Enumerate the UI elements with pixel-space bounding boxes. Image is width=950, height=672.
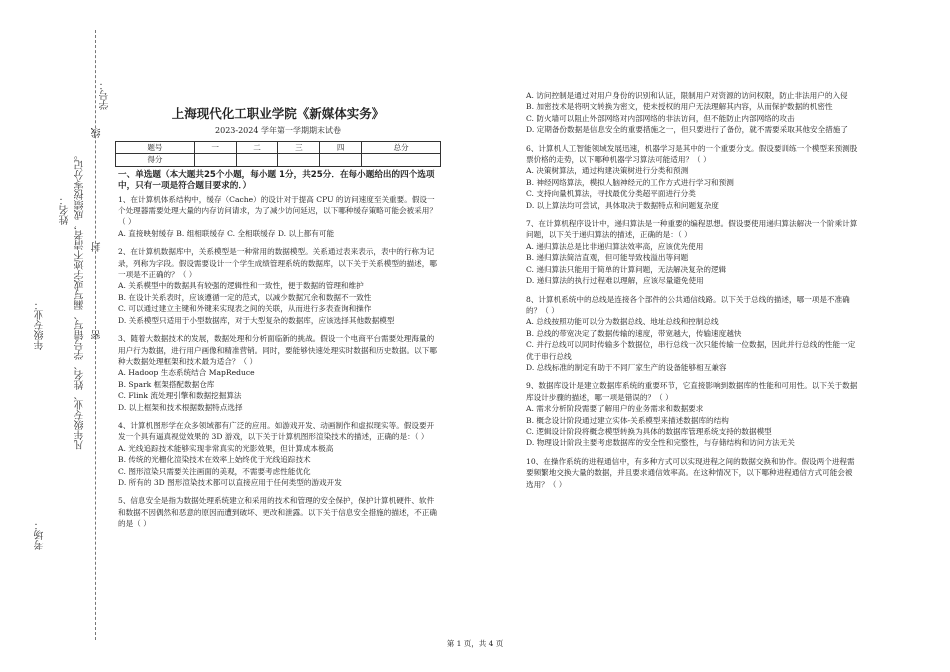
question (526, 380, 858, 448)
answer-option: C. 并行总线可以同时传输多个数据位，串行总线一次只能传输一位数据，因此并行总线的性能一定优于串行总线 (526, 340, 856, 361)
question (118, 420, 438, 488)
answer-option: B. 概念设计阶段通过建立实体-关系模型来描述数据库的结构 (526, 415, 729, 425)
binding-margin (0, 0, 112, 672)
student-id-label: 学号： (100, 80, 111, 110)
exam-title: 上海现代化工职业学院《新媒体实务》 (171, 106, 385, 121)
answer-option: B. 加密技术是将明文转换为密文，使未授权的用户无法理解其内容，从而保护数据的机密性 (526, 102, 833, 112)
answer-option: A. 递归算法总是比非递归算法效率高，应该优先使用 (526, 241, 704, 251)
question (526, 90, 858, 136)
grade-major-label: 年级专业： (35, 300, 46, 350)
answer-option: D. 以上框架和技术根据数据特点选择 (118, 402, 243, 412)
score-cell (362, 154, 441, 166)
binding-notice: 凡年级专业、姓名、学号错写、漏写或字迹不清者，成绩按零分记。 (75, 150, 86, 450)
score-table (115, 141, 441, 167)
score-table-header-row (116, 141, 441, 153)
answer-option: D. 物理设计阶段主要考虑数据库的安全性和完整性，与存储结构和访问方法无关 (526, 438, 795, 448)
question-stem: 6、计算机人工智能领域发展迅速，机器学习是其中的一个重要分支。假设要训练一个模型来预测股票价格的走势，以下哪种机器学习算法可能适用？（ ） (526, 143, 858, 165)
score-cell (278, 154, 320, 166)
exam-subtitle: 2023-2024 学年第一学期期末试卷 (215, 126, 341, 136)
question-stem: 2、在计算机数据库中，关系模型是一种常用的数据模型。关系通过表来表示，表中的行称为记录，列称为字段。假设需要设计一个学生成绩管理系统的数据库，以下关于关系模型的描述，哪一项是不正确的？（ ） (118, 247, 437, 280)
question-stem: 3、随着大数据技术的发展，数据处理和分析面临新的挑战。假设一个电商平台需要处理海量的用户行为数据，进行用户画像和精准营销。同时，要能够快速处理实时数据和历史数据。以下哪种大数据处理框架和技术最为适合？（ ） (118, 334, 437, 366)
answer-option: A. 决策树算法，通过构建决策树进行分类和预测 (526, 166, 689, 176)
question-stem: 10、在操作系统的进程通信中，有多种方式可以实现进程之间的数据交换和协作。假设两个进程需要频繁地交换大量的数据，并且要求通信效率高。在这种情况下，以下哪种进程通信方式可能会被选用？（ ） (526, 456, 855, 489)
answer-option: A. 访问控制是通过对用户身份的识别和认证，限制用户对资源的访问权限，防止非法用户的入侵 (526, 91, 848, 100)
question (118, 333, 438, 413)
question (526, 456, 858, 490)
question (118, 194, 438, 240)
question-list (526, 90, 858, 490)
section-heading: 一、单选题（本大题共25个小题，每小题 1分，共25分．在每小题给出的四个选项中，只有一项是符合题目要求的．） (118, 169, 435, 191)
answer-option: D. 所有的 3D 图形渲染技术都可以直接应用于任何类型的游戏开发 (118, 477, 342, 487)
answer-option: D. 递归算法的执行过程难以理解，应该尽量避免使用 (526, 276, 704, 286)
score-cell: 一 (194, 141, 236, 153)
score-table-score-row (116, 154, 441, 166)
answer-option: D. 以上算法均可尝试，具体取决于数据特点和问题复杂度 (526, 200, 719, 210)
score-cell (194, 154, 236, 166)
answer-option: C. Flink 流处理引擎和数据挖掘算法 (118, 391, 242, 401)
answer-option: C. 可以通过建立主键和外键来实现表之间的关联，从而进行多表查询和操作 (118, 304, 372, 314)
answer-option: C. 支持向量机算法，寻找最优分类超平面进行分类 (526, 189, 696, 199)
score-cell: 三 (278, 141, 320, 153)
answer-option: A. Hadoop 生态系统结合 MapReduce (118, 368, 255, 378)
answer-option: B. 递归算法简洁直观，但可能导致栈溢出等问题 (526, 253, 689, 263)
answer-option: B. 传统的光栅化渲染技术在效率上始终优于光线追踪技术 (118, 455, 311, 465)
question (526, 143, 858, 211)
question-stem: 4、计算机图形学在众多领域都有广泛的应用。如游戏开发、动画制作和虚拟现实等。假设要开发一个具有逼真视觉效果的 3D 游戏，以下关于计算机图形渲染技术的描述，正确的是：（ ） (118, 420, 435, 442)
score-cell: 二 (236, 141, 278, 153)
answer-option: A. 关系模型中的数据具有较强的逻辑性和一致性，便于数据的管理和维护 (118, 281, 364, 291)
answer-option: A. 直接映射缓存 B. 组相联缓存 C. 全相联缓存 D. 以上都有可能 (118, 228, 335, 238)
answer-option: D. 总线标准的制定有助于不同厂家生产的设备能够相互兼容 (526, 362, 727, 372)
answer-option: C. 图形渲染只需要关注画面的美观，不需要考虑性能优化 (118, 466, 311, 476)
seal-xian: 线 (92, 128, 103, 138)
question (526, 294, 858, 374)
answer-option: D. 定期备份数据是信息安全的重要措施之一，但只要进行了备份，就不需要采取其他安全措施了 (526, 125, 848, 135)
seal-mi: 密 (92, 330, 103, 340)
question-stem: 9、数据库设计是建立数据库系统的重要环节，它直接影响到数据库的性能和可用性。以下关于数据库设计步骤的描述，哪一项是错误的？（ ） (526, 381, 858, 402)
exam-room-label: 考场： (35, 520, 46, 550)
score-cell (320, 154, 362, 166)
answer-option: D. 关系模型只适用于小型数据库，对于大型复杂的数据库，应该选择其他数据模型 (118, 315, 395, 325)
page-footer: 第 1 页，共 4 页 (446, 639, 504, 648)
question-stem: 8、计算机系统中的总线是连接各个部件的公共通信线路。以下关于总线的描述，哪一项是不准确的？（ ） (526, 294, 850, 315)
question-stem: 7、在计算机程序设计中，递归算法是一种重要的编程思想。假设要使用递归算法解决一个阶乘计算问题，以下关于递归算法的描述，正确的是：（ ） (526, 219, 858, 240)
score-cell (236, 154, 278, 166)
name-label: 姓名： (60, 195, 71, 225)
score-cell: 总分 (362, 141, 441, 153)
question (118, 495, 438, 529)
answer-option: A. 需求分析阶段需要了解用户的业务需求和数据要求 (526, 404, 704, 414)
right-column (526, 90, 858, 497)
answer-option: B. 总线的带宽决定了数据传输的速度，带宽越大，传输速度越快 (526, 328, 742, 338)
answer-option: A. 光线追踪技术能够实现非常真实的光影效果，但计算成本极高 (118, 443, 334, 453)
score-cell: 得分 (116, 154, 195, 166)
answer-option: B. Spark 框架搭配数据仓库 (118, 379, 215, 389)
answer-option: C. 防火墙可以阻止外部网络对内部网络的非法访问，但不能防止内部网络的攻击 (526, 113, 795, 123)
question-list (118, 194, 438, 530)
score-cell: 四 (320, 141, 362, 153)
question (526, 218, 858, 286)
question-stem: 1、在计算机体系结构中，缓存（Cache）的设计对于提高 CPU 的访问速度至关重要。假设一个处理器需要处理大量的内存访问请求，为了减少访问延迟，以下哪种缓存策略可能会被采用？（ ） (118, 194, 437, 227)
question-stem: 5、信息安全是指为数据处理系统建立和采用的技术和管理的安全保护，保护计算机硬件、软件和数据不因偶然和恶意的原因而遭到破坏、更改和泄露。以下关于信息安全措施的描述，不正确的是（ ） (118, 496, 437, 529)
answer-option: B. 在设计关系表时，应该遵循一定的范式，以减少数据冗余和数据不一致性 (118, 292, 372, 302)
answer-option: B. 神经网络算法，模拟人脑神经元的工作方式进行学习和预测 (526, 177, 734, 187)
answer-option: C. 逻辑设计阶段将概念模型转换为具体的数据库管理系统支持的数据模型 (526, 426, 772, 436)
score-cell: 题号 (116, 141, 195, 153)
seal-feng: 封 (92, 242, 103, 252)
left-column (118, 90, 438, 537)
answer-option: A. 总线按照功能可以分为数据总线、地址总线和控制总线 (526, 317, 719, 327)
answer-option: C. 递归算法只能用于简单的计算问题，无法解决复杂的逻辑 (526, 264, 727, 274)
question (118, 246, 438, 326)
